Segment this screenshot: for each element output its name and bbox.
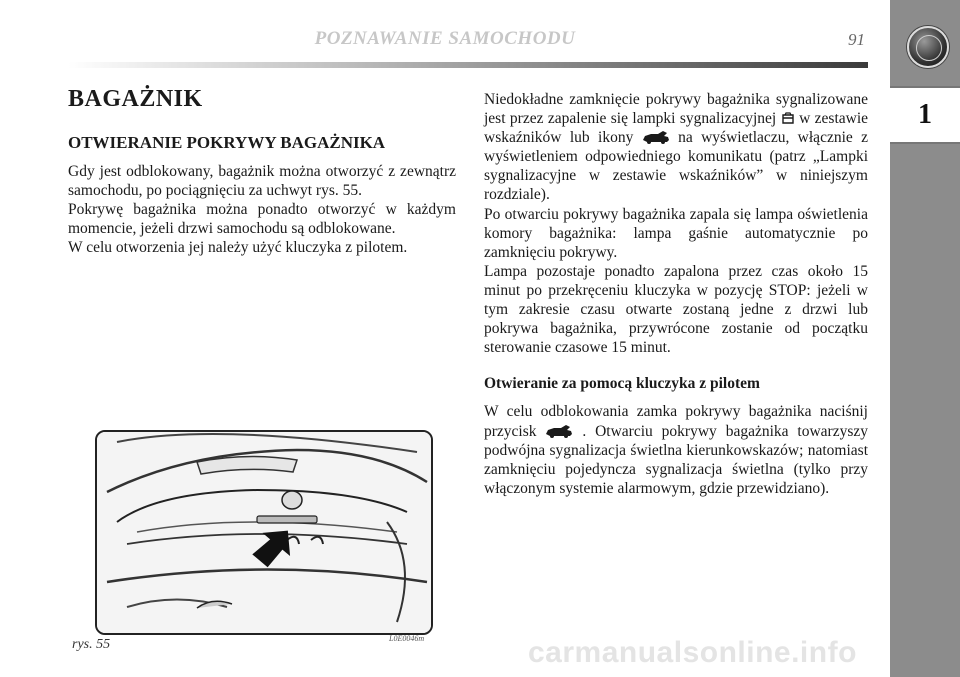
trunk-warning-light-icon [781, 112, 795, 125]
car-trunk-icon [642, 130, 670, 144]
paragraph: W celu otworzenia jej należy użyć kluczyka z pilotem. [68, 239, 408, 256]
figure-code: L0E0046m [389, 634, 425, 643]
lancia-logo-icon [907, 26, 949, 68]
page-number: 91 [848, 30, 865, 49]
paragraph: Lampa pozostaje ponadto zapalona przez czas około 15 minut po przekręceniu kluczyka w pozycję STOP: jeżeli w tym zakresie czasu otwarte zostaną jedne z drzwi lub pokrywa bagażnika, przywrócone zostanie od początku sterowanie czasowe 15 minut. [484, 262, 868, 357]
paragraph: Niedokładne zamknięcie pokrywy bagażnika sygnalizowane jest przez zapalenie się lampki sygnalizacyjnej w zestawie wskaźników lub ikony na wyświetlaczu, włącznie z wyświetleniem odpowiedniego komunikatu (patrz „Lampki sygnalizacyjne w zestawie wskaźników” w niniejszym rozdziale). [484, 91, 869, 204]
paragraph: Po otwarciu pokrywy bagażnika zapala się lampa oświetlenia komory bagażnika: lampa gaśnie automatycznie po zamknięciu pokrywy. [484, 205, 868, 261]
figure-caption: rys. 55 [72, 637, 111, 652]
car-rear-drawing [97, 432, 431, 633]
left-body-text [68, 162, 456, 257]
header-rule [68, 62, 868, 68]
paragraph: Gdy jest odblokowany, bagażnik można otworzyć z zewnątrz samochodu, po pociągnięciu za uchwyt rys. 55. [68, 163, 456, 199]
right-body-text [484, 90, 868, 498]
subsection-title: Otwieranie za pomocą kluczyka z pilotem [484, 375, 760, 393]
watermark: carmanualsonline.info [528, 636, 857, 669]
section-subtitle: OTWIERANIE POKRYWY BAGAŻNIKA [68, 133, 386, 152]
section-title: BAGAŻNIK [68, 86, 203, 112]
running-header: POZNAWANIE SAMOCHODU [314, 28, 576, 49]
car-trunk-icon [545, 424, 573, 438]
trunk-handle-illustration [95, 430, 433, 635]
paragraph: Pokrywę bagażnika można ponadto otworzyć w każdym momencie, jeżeli drzwi samochodu są odblokowane. [68, 201, 456, 237]
chapter-tab[interactable]: 1 [890, 86, 960, 144]
paragraph: W celu odblokowania zamka pokrywy bagażnika naciśnij przycisk . Otwarciu pokrywy bagażnika towarzyszy podwójna sygnalizacja świetlna kierunkowskazów; natomiast zamknięciu pojedyncza sygnalizacja świetlna (tylko przy włączonym systemie alarmowym, gdzie przewidziano). [484, 403, 869, 497]
